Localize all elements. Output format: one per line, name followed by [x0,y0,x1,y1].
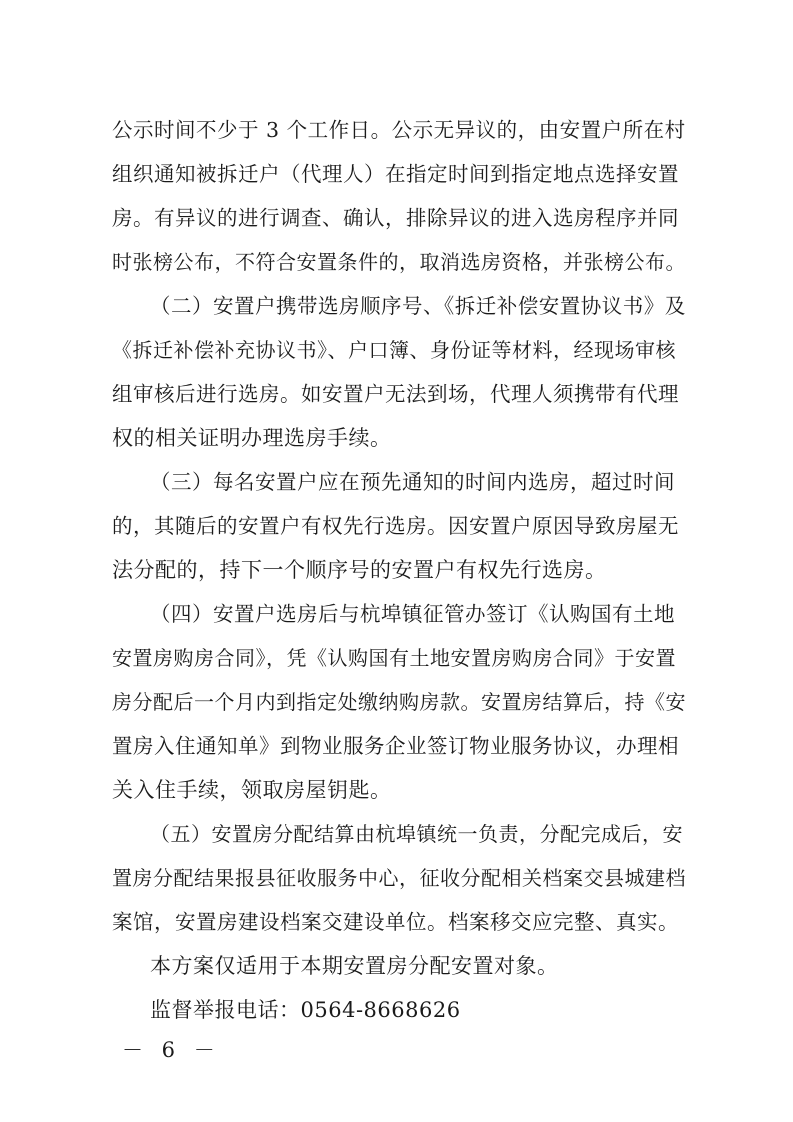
paragraph-line: （五）安置房分配结算由杭埠镇统一负责，分配完成后，安 [150,822,683,846]
paragraph-line: 本方案仅适用于本期安置房分配安置对象。 [150,954,559,978]
paragraph-line: 组审核后进行选房。如安置户无法到场，代理人须携带有代理 [112,382,679,406]
paragraph-line: 组织通知被拆迁户（代理人）在指定时间到指定地点选择安置 [112,162,679,186]
paragraph-line: 安置房购房合同》，凭《认购国有土地安置房购房合同》于安置 [112,646,676,670]
paragraph-line: 置房入住通知单》到物业服务企业签订物业服务协议，办理相 [112,734,679,758]
paragraph-line: （四）安置户选房后与杭埠镇征管办签订《认购国有土地 [150,602,675,626]
paragraph-line: （三）每名安置户应在预先通知的时间内选房，超过时间 [150,470,675,494]
paragraph-line: 权的相关证明办理选房手续。 [112,426,392,450]
paragraph-line: 置房分配结果报县征收服务中心，征收分配相关档案交县城建档 [112,866,686,890]
paragraph-line: 房。有异议的进行调查、确认，排除异议的进入选房程序并同 [112,206,679,230]
page-number: － 6 － [122,1038,221,1062]
paragraph-line: 公示时间不少于 3 个工作日。公示无异议的，由安置户所在村 [112,118,686,142]
phone-line: 监督举报电话：0564-8668626 [150,998,461,1022]
paragraph-line: 的，其随后的安置户有权先行选房。因安置户原因导致房屋无 [112,514,679,538]
paragraph-line: 时张榜公布，不符合安置条件的，取消选房资格，并张榜公布。 [112,250,686,274]
paragraph-line: 房分配后一个月内到指定处缴纳购房款。安置房结算后，持《安 [112,690,686,714]
paragraph-line: 案馆，安置房建设档案交建设单位。档案移交应完整、真实。 [112,910,679,934]
paragraph-line: 关入住手续，领取房屋钥匙。 [112,778,392,802]
paragraph-line: 法分配的，持下一个顺序号的安置户有权先行选房。 [112,558,607,582]
paragraph-line: （二）安置户携带选房顺序号、《拆迁补偿安置协议书》及 [150,294,686,318]
paragraph-line: 《拆迁补偿补充协议书》、户口簿、身份证等材料，经现场审核 [112,338,676,362]
